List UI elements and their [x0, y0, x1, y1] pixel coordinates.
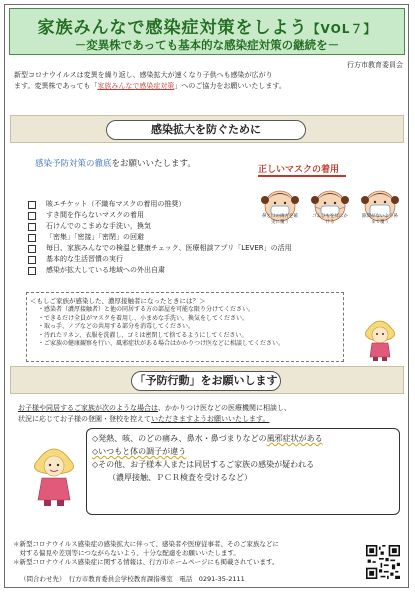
mask-caption-3: 隙間がないよう鼻まで覆う — [362, 214, 398, 225]
page-title: 家族みんなで感染症対策をしよう【VOL７】 — [37, 18, 377, 38]
checkbox-icon — [28, 201, 36, 209]
checklist-item: 感染が拡大している地域への外出自粛 — [28, 265, 398, 276]
checkbox-icon — [28, 223, 36, 231]
mascot-character-icon — [28, 440, 80, 508]
header-banner — [9, 8, 405, 55]
symptom-item: （濃厚接触、ＰＣＲ検査を受けるなど） — [108, 473, 252, 482]
checklist-item: 石けんでのこまめな手洗い，換気 — [28, 221, 398, 232]
section1-title: 感染拡大を防ぐために — [106, 120, 306, 140]
note-item: ・ご家族の健康観察を行い、風邪症状がある場合はかかりつけ医などに相談してください。 — [38, 340, 285, 348]
mask-caption-1: 鼻と口の両方を確実に覆う — [262, 214, 298, 225]
girls-with-mask-icon — [258, 180, 406, 238]
qr-code-icon[interactable] — [366, 545, 400, 579]
mascot-character-icon — [360, 315, 400, 361]
checkbox-icon — [28, 245, 36, 253]
checklist-item: 毎日、家族みんなでの検温と健康チェック、医療相談アプリ「LEVER」の活用 — [28, 243, 398, 254]
section2-title: 「予防行動」をお願いします — [131, 371, 281, 391]
phone-number: 0291-35-2111 — [198, 575, 245, 583]
note-item: ・できるだけ全員がマスクを着用し、小まめな手洗い，換気をしてください。 — [38, 314, 249, 322]
notes-title: ＜もしご家族が感染した、濃厚接触者になったときには？＞ — [30, 297, 206, 305]
mask-illustration — [258, 162, 406, 238]
section2-intro: お子様や同居するご家族が次のような場合は、かかりつけ医などの医療機関に相談し、 状況に応じてお子様の登園・登校を控えていただきますようお願いいたします。 — [18, 404, 291, 423]
checkbox-icon — [28, 212, 36, 220]
note-item: ・取っ手、ノブなどの共用する部分を消毒してください。 — [38, 323, 195, 331]
footer-notes: ＊新型コロナウイルス感染症の感染拡大に伴って、感染者や医療従事者、そのご家族などに 対する偏見や差別等につながらないよう、十分な配慮をお願いいたします。 ＊新型コロナウイルス感染症に関する情報は、行方市ホームページにも掲載されています。 — [13, 540, 279, 566]
checklist-item: すき間を作らないマスクの着用 — [28, 210, 398, 221]
notes-list — [38, 306, 284, 349]
mask-title: 正しいマスクの着用 — [258, 162, 353, 178]
section2-banner — [10, 366, 404, 394]
checkbox-icon — [28, 256, 36, 264]
symptom-item: ◇いつもと体の調子が違う — [92, 447, 187, 456]
mask-caption-2: ゴムひもを耳にかける — [312, 214, 348, 225]
intro-text: 新型コロナウイルスは変異を繰り返し、感染拡大が速くなり子供へも感染が広がり ます。変異株であっても「家族みんなで感染症対策」へのご協力をお願いいたします。 — [14, 71, 286, 90]
symptom-item: ◇発熱、咳、のどの痛み、鼻水・鼻づまりなどの風邪症状がある — [92, 434, 323, 443]
symptom-item: ◇その他、お子様本人または同居するご家族の感染が疑われる — [92, 460, 315, 469]
contact-info: （問合わせ先） 行方市教育委員会学校教育課指導室 電話 0291-35-2111 — [20, 575, 245, 583]
checklist-item: 「密集」「密接」「密閉」の回避 — [28, 232, 398, 243]
section1-lead: 感染予防対策の徹底をお願いいたします。 — [35, 159, 196, 169]
checkbox-icon — [28, 267, 36, 275]
volume-label: 【VOL７】 — [307, 22, 377, 36]
checklist-item: 咳エチケット（不織布マスクの着用の推奨） — [28, 199, 398, 210]
note-item: ・感染者（濃厚接触者）と他の同居する方の部屋を可能な限り分けてください。 — [38, 306, 255, 313]
symptom-list — [92, 432, 323, 484]
section1-banner — [10, 115, 404, 143]
intro-highlight: 家族みんなで感染症対策 — [97, 82, 175, 90]
checklist-item: 基本的な生活習慣の実行 — [28, 254, 398, 265]
page-subtitle: －変異株であっても基本的な感染症対策の継続を－ — [74, 38, 340, 52]
checkbox-icon — [28, 234, 36, 242]
organization-name: 行方市教育委員会 — [347, 61, 403, 69]
note-item: ・汚れたリネン、衣服を洗濯し、ゴミは密閉して捨てるようにしてください。 — [38, 331, 248, 339]
